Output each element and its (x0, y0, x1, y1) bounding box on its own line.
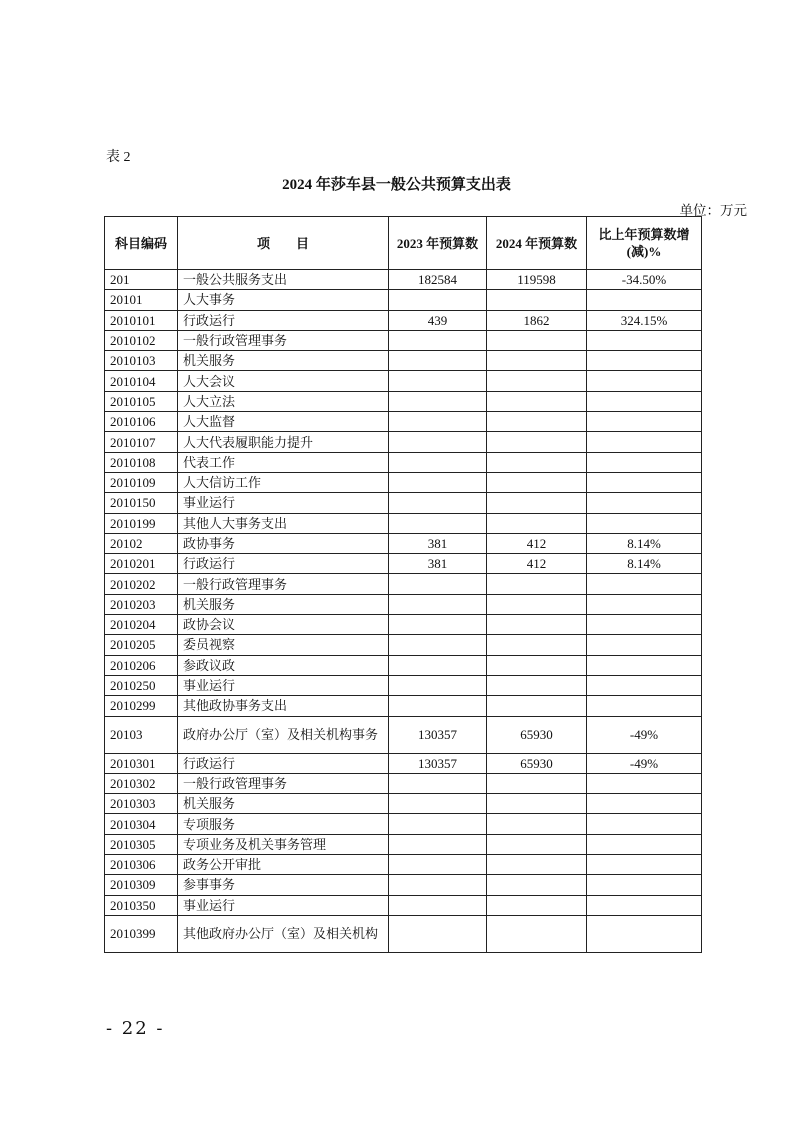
cell-2023 (389, 330, 487, 350)
cell-2024 (487, 432, 587, 452)
cell-name: 人大事务 (178, 290, 389, 310)
cell-2024 (487, 371, 587, 391)
cell-2024 (487, 915, 587, 952)
table-row (105, 513, 702, 533)
budget-table (104, 216, 702, 953)
cell-change (587, 696, 702, 716)
cell-code: 2010299 (105, 696, 178, 716)
cell-change (587, 391, 702, 411)
table-row (105, 855, 702, 875)
cell-code: 2010109 (105, 472, 178, 492)
cell-code: 2010102 (105, 330, 178, 350)
table-row (105, 716, 702, 753)
cell-2023 (389, 391, 487, 411)
cell-2023 (389, 432, 487, 452)
cell-name: 机关服务 (178, 794, 389, 814)
cell-2023 (389, 814, 487, 834)
cell-2024: 119598 (487, 270, 587, 290)
cell-code: 2010350 (105, 895, 178, 915)
cell-change: -49% (587, 716, 702, 753)
cell-change (587, 875, 702, 895)
cell-2023 (389, 875, 487, 895)
cell-2023 (389, 915, 487, 952)
header-2023: 2023 年预算数 (389, 217, 487, 270)
cell-change (587, 574, 702, 594)
cell-code: 2010250 (105, 675, 178, 695)
table-row (105, 472, 702, 492)
cell-code: 2010305 (105, 834, 178, 854)
cell-2023 (389, 895, 487, 915)
header-item: 项 目 (178, 217, 389, 270)
cell-2023 (389, 452, 487, 472)
cell-code: 20101 (105, 290, 178, 310)
cell-code: 2010399 (105, 915, 178, 952)
cell-2024 (487, 635, 587, 655)
cell-name: 行政运行 (178, 554, 389, 574)
cell-code: 2010199 (105, 513, 178, 533)
table-row (105, 915, 702, 952)
cell-code: 2010302 (105, 773, 178, 793)
table-row (105, 432, 702, 452)
table-row (105, 675, 702, 695)
cell-name: 政务公开审批 (178, 855, 389, 875)
cell-2024 (487, 855, 587, 875)
cell-2023: 182584 (389, 270, 487, 290)
cell-name: 参政议政 (178, 655, 389, 675)
cell-2023 (389, 412, 487, 432)
table-row (105, 371, 702, 391)
table-row (105, 574, 702, 594)
cell-2024 (487, 472, 587, 492)
cell-change (587, 412, 702, 432)
page-title: 2024 年莎车县一般公共预算支出表 (282, 177, 511, 193)
cell-2024: 65930 (487, 716, 587, 753)
table-row (105, 753, 702, 773)
cell-name: 政协事务 (178, 533, 389, 553)
cell-change (587, 615, 702, 635)
cell-change (587, 290, 702, 310)
cell-2023: 381 (389, 554, 487, 574)
cell-name: 行政运行 (178, 310, 389, 330)
cell-2024 (487, 814, 587, 834)
cell-2024 (487, 513, 587, 533)
cell-change (587, 655, 702, 675)
cell-2023 (389, 696, 487, 716)
cell-change: -34.50% (587, 270, 702, 290)
cell-2023 (389, 834, 487, 854)
cell-name: 人大立法 (178, 391, 389, 411)
cell-2024: 1862 (487, 310, 587, 330)
cell-2023 (389, 493, 487, 513)
unit-label: 单位：万元 (679, 203, 747, 218)
cell-code: 2010201 (105, 554, 178, 574)
cell-2023 (389, 855, 487, 875)
cell-change (587, 371, 702, 391)
cell-change (587, 794, 702, 814)
cell-2023 (389, 574, 487, 594)
table-row (105, 615, 702, 635)
cell-2023 (389, 472, 487, 492)
cell-2023: 130357 (389, 753, 487, 773)
cell-2024 (487, 895, 587, 915)
cell-name: 专项服务 (178, 814, 389, 834)
cell-name: 参事事务 (178, 875, 389, 895)
cell-code: 2010204 (105, 615, 178, 635)
cell-code: 2010304 (105, 814, 178, 834)
cell-2023 (389, 513, 487, 533)
cell-2024 (487, 452, 587, 472)
cell-name: 人大信访工作 (178, 472, 389, 492)
table-row (105, 834, 702, 854)
cell-code: 20103 (105, 716, 178, 753)
cell-name: 政府办公厅（室）及相关机构事务 (178, 716, 389, 753)
cell-code: 2010301 (105, 753, 178, 773)
table-row (105, 794, 702, 814)
cell-code: 2010108 (105, 452, 178, 472)
cell-2023 (389, 675, 487, 695)
cell-change (587, 472, 702, 492)
cell-change (587, 855, 702, 875)
cell-change (587, 773, 702, 793)
table-header-row (105, 217, 702, 270)
cell-2024 (487, 834, 587, 854)
cell-change (587, 675, 702, 695)
cell-name: 人大代表履职能力提升 (178, 432, 389, 452)
cell-2024 (487, 675, 587, 695)
cell-change (587, 635, 702, 655)
cell-name: 机关服务 (178, 594, 389, 614)
cell-change (587, 814, 702, 834)
table-row (105, 875, 702, 895)
cell-2024 (487, 493, 587, 513)
cell-2024 (487, 290, 587, 310)
cell-2024 (487, 875, 587, 895)
cell-2024 (487, 412, 587, 432)
table-row (105, 696, 702, 716)
cell-change (587, 330, 702, 350)
cell-name: 一般行政管理事务 (178, 330, 389, 350)
page-number: - 22 - (106, 1018, 165, 1039)
cell-2024 (487, 655, 587, 675)
table-row (105, 330, 702, 350)
table-row (105, 452, 702, 472)
cell-change (587, 834, 702, 854)
cell-2023 (389, 594, 487, 614)
cell-change: 8.14% (587, 554, 702, 574)
cell-name: 事业运行 (178, 493, 389, 513)
cell-name: 人大监督 (178, 412, 389, 432)
cell-change: 8.14% (587, 533, 702, 553)
cell-2024: 412 (487, 533, 587, 553)
cell-name: 事业运行 (178, 895, 389, 915)
cell-2023: 130357 (389, 716, 487, 753)
table-body (105, 270, 702, 953)
header-code: 科目编码 (105, 217, 178, 270)
table-row (105, 412, 702, 432)
table-row (105, 290, 702, 310)
cell-2024 (487, 773, 587, 793)
cell-2024 (487, 351, 587, 371)
cell-change (587, 895, 702, 915)
cell-2023 (389, 351, 487, 371)
cell-2024 (487, 391, 587, 411)
cell-name: 其他政府办公厅（室）及相关机构 (178, 915, 389, 952)
cell-code: 2010309 (105, 875, 178, 895)
cell-change (587, 513, 702, 533)
cell-2023 (389, 290, 487, 310)
cell-code: 2010150 (105, 493, 178, 513)
cell-change: -49% (587, 753, 702, 773)
cell-name: 政协会议 (178, 615, 389, 635)
cell-name: 其他政协事务支出 (178, 696, 389, 716)
cell-change (587, 915, 702, 952)
table-row (105, 635, 702, 655)
table-row (105, 594, 702, 614)
table-row (105, 493, 702, 513)
header-2024: 2024 年预算数 (487, 217, 587, 270)
cell-name: 一般公共服务支出 (178, 270, 389, 290)
table-row (105, 391, 702, 411)
cell-2023 (389, 773, 487, 793)
cell-code: 2010202 (105, 574, 178, 594)
table-row (105, 773, 702, 793)
cell-name: 一般行政管理事务 (178, 574, 389, 594)
cell-2024 (487, 594, 587, 614)
cell-name: 事业运行 (178, 675, 389, 695)
cell-code: 2010206 (105, 655, 178, 675)
cell-code: 201 (105, 270, 178, 290)
cell-2023: 381 (389, 533, 487, 553)
cell-2024 (487, 330, 587, 350)
table-row (105, 655, 702, 675)
table-row (105, 351, 702, 371)
cell-change (587, 493, 702, 513)
cell-name: 代表工作 (178, 452, 389, 472)
cell-code: 2010203 (105, 594, 178, 614)
cell-name: 委员视察 (178, 635, 389, 655)
cell-2024 (487, 696, 587, 716)
cell-2024 (487, 574, 587, 594)
cell-code: 2010205 (105, 635, 178, 655)
table-row (105, 533, 702, 553)
cell-2023 (389, 635, 487, 655)
cell-change (587, 594, 702, 614)
cell-code: 2010107 (105, 432, 178, 452)
table-label: 表 2 (106, 150, 131, 165)
cell-2023 (389, 794, 487, 814)
cell-2023 (389, 655, 487, 675)
cell-name: 行政运行 (178, 753, 389, 773)
header-change: 比上年预算数增(减)% (587, 217, 702, 270)
cell-name: 专项业务及机关事务管理 (178, 834, 389, 854)
table-row (105, 895, 702, 915)
cell-2024: 412 (487, 554, 587, 574)
cell-code: 2010101 (105, 310, 178, 330)
cell-name: 机关服务 (178, 351, 389, 371)
cell-name: 一般行政管理事务 (178, 773, 389, 793)
cell-name: 其他人大事务支出 (178, 513, 389, 533)
cell-code: 2010306 (105, 855, 178, 875)
cell-change (587, 452, 702, 472)
cell-change: 324.15% (587, 310, 702, 330)
cell-2023 (389, 371, 487, 391)
cell-change (587, 351, 702, 371)
cell-2023 (389, 615, 487, 635)
cell-2024: 65930 (487, 753, 587, 773)
cell-code: 2010103 (105, 351, 178, 371)
cell-code: 20102 (105, 533, 178, 553)
cell-code: 2010104 (105, 371, 178, 391)
cell-2024 (487, 794, 587, 814)
table-row (105, 310, 702, 330)
table-row (105, 270, 702, 290)
cell-change (587, 432, 702, 452)
cell-code: 2010303 (105, 794, 178, 814)
cell-2023: 439 (389, 310, 487, 330)
cell-2024 (487, 615, 587, 635)
cell-code: 2010105 (105, 391, 178, 411)
table-row (105, 814, 702, 834)
cell-code: 2010106 (105, 412, 178, 432)
cell-name: 人大会议 (178, 371, 389, 391)
table-row (105, 554, 702, 574)
